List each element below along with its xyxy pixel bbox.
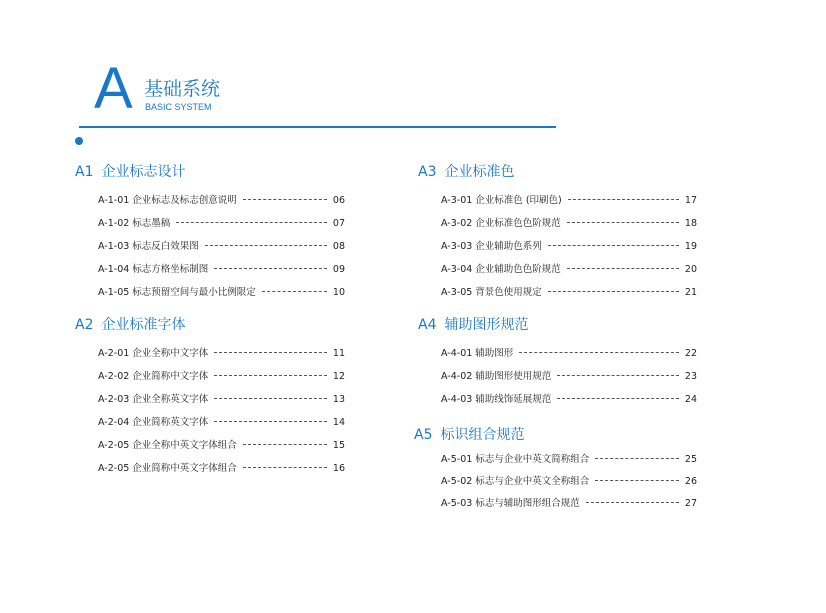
leader-dots [214,413,327,422]
leader-dots [548,283,679,292]
toc-entry[interactable] [98,286,345,300]
toc-entry[interactable] [98,462,345,476]
toc-entry[interactable] [98,393,345,407]
toc-entry-page: 12 [332,371,345,382]
toc-entry[interactable] [98,370,345,384]
toc-entry[interactable] [441,240,697,254]
toc-entry-label: A-1-03 标志反白效果图 [98,241,199,252]
toc-entry-page: 25 [684,454,697,465]
toc-entry-label: A-1-01 企业标志及标志创意说明 [98,195,237,206]
section-name: 辅助图形规范 [444,317,529,333]
section-code: A5 [414,427,433,443]
toc-entry[interactable] [441,263,697,277]
section-name: 标识组合规范 [440,427,525,443]
section-letter: A [94,56,132,121]
leader-dots [595,450,679,459]
toc-entry-page: 16 [332,463,345,474]
toc-entry-page: 23 [684,371,697,382]
toc-entry-page: 18 [684,218,697,229]
toc-entry-label: A-4-03 辅助线饰延展规范 [441,394,552,405]
toc-entry-page: 24 [684,394,697,405]
toc-entry[interactable] [98,416,345,430]
toc-entry-page: 22 [684,348,697,359]
leader-dots [243,191,327,200]
toc-entry-page: 20 [684,264,697,275]
toc-entry[interactable] [441,453,697,467]
toc-entry-label: A-3-02 企业标准色色阶规范 [441,218,561,229]
section-name: 企业标志设计 [101,164,186,180]
toc-entry[interactable] [441,497,697,511]
leader-dots [214,367,327,376]
toc-entry-page: 27 [684,498,697,509]
toc-entry-label: A-4-02 辅助图形使用规范 [441,371,552,382]
section-title-a1 [75,163,185,181]
leader-dots [205,237,327,246]
bullet-dot-icon [75,137,83,145]
leader-dots [586,494,679,503]
toc-entry[interactable] [98,347,345,361]
toc-entry-label: A-2-05 企业全称中英文字体组合 [98,440,237,451]
toc-entry-label: A-2-05 企业简称中英文字体组合 [98,463,237,474]
toc-entry[interactable] [441,286,697,300]
toc-entry-page: 08 [332,241,345,252]
toc-entry-page: 06 [332,195,345,206]
toc-entry-label: A-3-04 企业辅助色色阶规范 [441,264,561,275]
toc-entry[interactable] [441,475,697,489]
section-code: A4 [418,317,437,333]
toc-entry-page: 11 [332,348,345,359]
toc-entry[interactable] [98,217,345,231]
toc-entry-label: A-5-02 标志与企业中英文全称组合 [441,476,590,487]
leader-dots [548,237,679,246]
leader-dots [557,367,679,376]
toc-entry-page: 17 [684,195,697,206]
toc-entry-label: A-2-01 企业全称中文字体 [98,348,209,359]
toc-entry-page: 19 [684,241,697,252]
toc-entry-label: A-4-01 辅助图形 [441,348,514,359]
leader-dots [214,390,327,399]
toc-entry-page: 21 [684,287,697,298]
toc-entry-page: 13 [332,394,345,405]
leader-dots [214,344,327,353]
toc-entry-page: 10 [332,287,345,298]
leader-dots [262,283,327,292]
leader-dots [214,260,327,269]
section-name: 企业标准色 [444,164,515,180]
header-divider [79,126,556,128]
leader-dots [567,214,679,223]
page-subtitle: BASIC SYSTEM [145,102,212,112]
toc-entry-label: A-1-04 标志方格坐标制图 [98,264,209,275]
leader-dots [243,459,327,468]
toc-entry[interactable] [98,263,345,277]
toc-entry-page: 07 [332,218,345,229]
leader-dots [567,260,679,269]
leader-dots [595,472,679,481]
toc-entry[interactable] [98,194,345,208]
toc-entry[interactable] [441,393,697,407]
toc-entry-label: A-3-03 企业辅助色系列 [441,241,542,252]
section-title-a4 [418,316,528,334]
toc-entry[interactable] [441,217,697,231]
section-title-a2 [75,316,185,334]
toc-entry-label: A-3-05 背景色使用规定 [441,287,542,298]
toc-entry[interactable] [98,439,345,453]
toc-entry-label: A-5-03 标志与辅助图形组合规范 [441,498,580,509]
section-name: 企业标准字体 [101,317,186,333]
toc-entry[interactable] [98,240,345,254]
section-title-a5 [414,426,524,444]
leader-dots [243,436,327,445]
toc-entry-page: 15 [332,440,345,451]
section-code: A2 [75,317,94,333]
toc-entry-label: A-3-01 企业标准色 (印刷色) [441,195,562,206]
leader-dots [568,191,679,200]
page-title: 基础系统 [144,78,221,100]
section-title-a3 [418,163,514,181]
leader-dots [176,214,327,223]
toc-entry-page: 09 [332,264,345,275]
toc-entry-label: A-2-02 企业简称中文字体 [98,371,209,382]
toc-entry-label: A-2-03 企业全称英文字体 [98,394,209,405]
toc-entry-page: 26 [684,476,697,487]
toc-entry[interactable] [441,370,697,384]
toc-entry-page: 14 [332,417,345,428]
section-code: A3 [418,164,437,180]
toc-entry-label: A-2-04 企业简称英文字体 [98,417,209,428]
toc-entry[interactable] [441,194,697,208]
leader-dots [557,390,679,399]
toc-entry-label: A-5-01 标志与企业中英文简称组合 [441,454,590,465]
toc-entry-label: A-1-02 标志墨稿 [98,218,171,229]
leader-dots [519,344,679,353]
section-code: A1 [75,164,94,180]
toc-entry-label: A-1-05 标志预留空间与最小比例限定 [98,287,256,298]
toc-entry[interactable] [441,347,697,361]
